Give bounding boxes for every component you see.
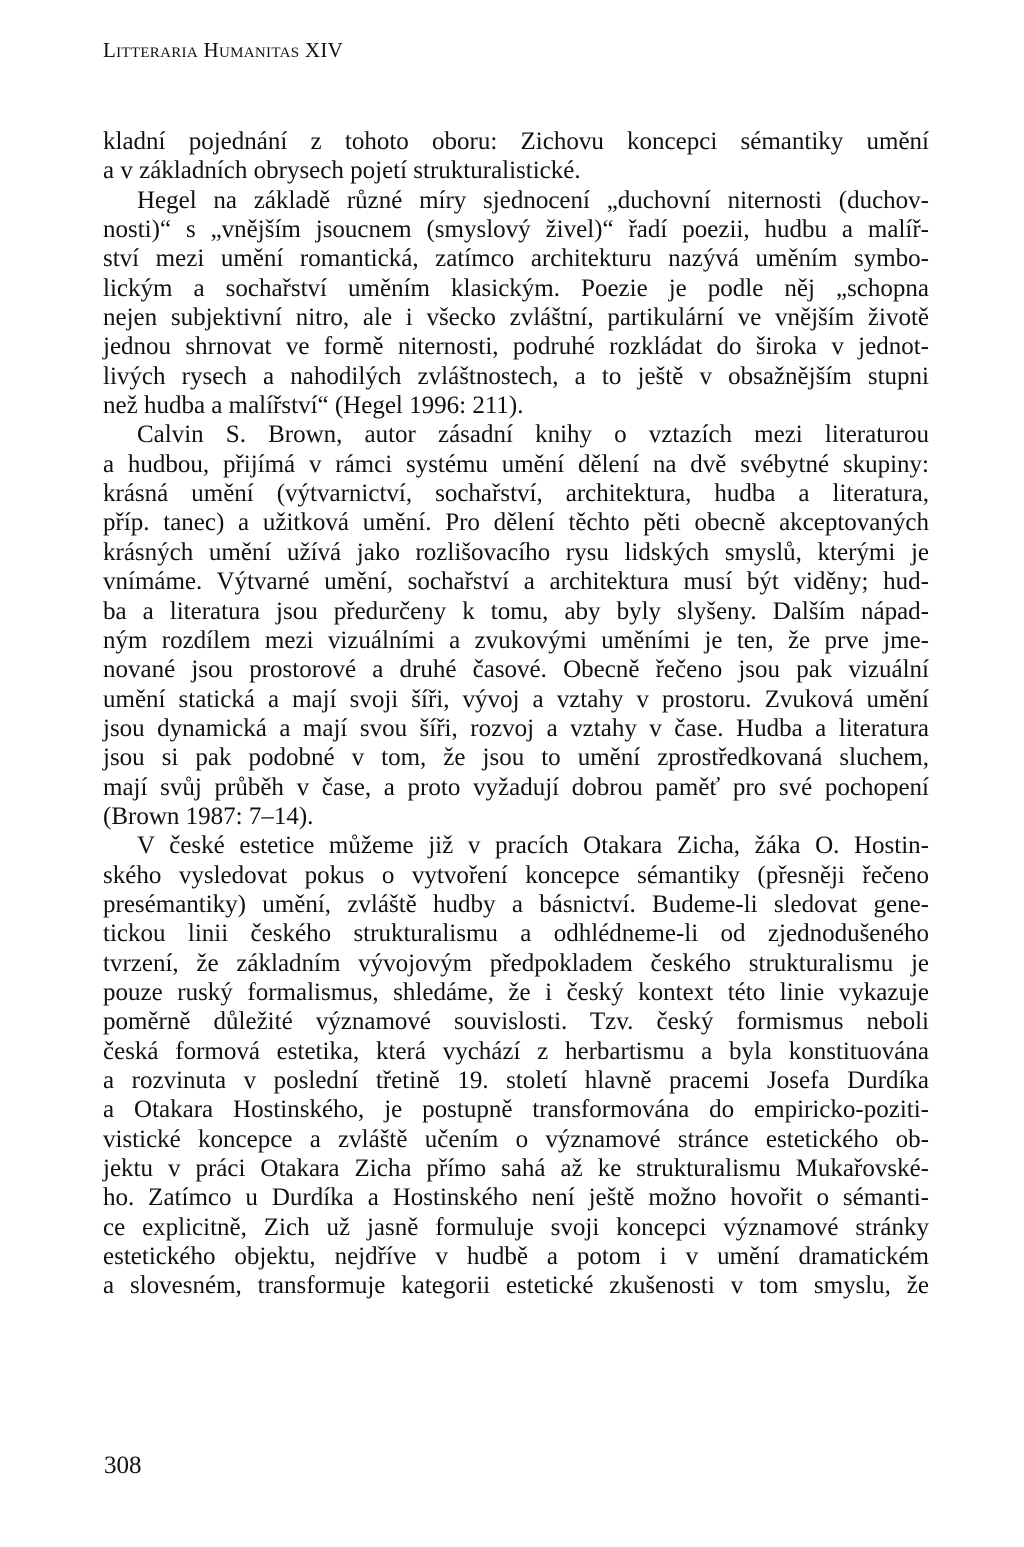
text-line: V české estetice můžeme již v pracích Otakara Zicha, žáka O. Hostin- (137, 832, 929, 860)
text-line: než hudba a malířství“ (Hegel 1996: 211). (103, 392, 524, 420)
text-line: poměrně důležité významové souvislosti. Tzv. český formismus neboli (103, 1008, 929, 1036)
text-line: příp. tanec) a užitková umění. Pro dělení těchto pěti obecně akceptovaných (103, 509, 929, 537)
text-line: nosti)“ s „vnějším jsoucnem (smyslový živel)“ řadí poezii, hudbu a malíř- (103, 216, 929, 244)
text-line: ce explicitně, Zich už jasně formuluje svoji koncepci významové stránky (103, 1213, 929, 1241)
text-line: nované jsou prostorové a druhé časové. Obecně řečeno jsou pak vizuální (103, 656, 929, 684)
text-line: umění statická a mají svoji šíři, vývoj a vztahy v prostoru. Zvuková umění (103, 685, 929, 713)
text-line: tvrzení, že základním vývojovým předpokladem českého strukturalismu je (103, 949, 929, 977)
text-line: a v základních obrysech pojetí strukturalistické. (103, 157, 581, 185)
text-line: krásných umění užívá jako rozlišovacího rysu lidských smyslů, kterými je (103, 538, 929, 566)
text-line: česká formová estetika, která vychází z herbartismu a byla konstituována (103, 1037, 929, 1065)
text-line: nejen subjektivní nitro, ale i všecko zvláštní, partikulární ve vnějším životě (103, 304, 929, 332)
text-line: jsou dynamická a mají svou šíři, rozvoj a vztahy v čase. Hudba a literatura (103, 714, 929, 742)
text-line: estetického objektu, nejdříve v hudbě a potom i v umění dramatickém (103, 1243, 929, 1271)
text-line: presémantiky) umění, zvláště hudby a básnictví. Budeme-li sledovat gene- (103, 890, 929, 918)
text-line: a Otakara Hostinského, je postupně transformována do empiricko-poziti- (103, 1096, 929, 1124)
text-line: Hegel na základě různé míry sjednocení „duchovní niternosti (duchov- (137, 186, 929, 214)
page-number: 308 (104, 1452, 142, 1479)
text-line: a rozvinuta v poslední třetině 19. století hlavně pracemi Josefa Durdíka (103, 1067, 929, 1094)
text-line: tickou linii českého strukturalismu a odhlédneme-li od zjednodušeného (103, 920, 929, 948)
text-line: lickým a sochařství uměním klasickým. Poezie je podle něj „schopna (103, 274, 929, 302)
body-text (103, 127, 929, 1301)
text-line: ství mezi umění romantická, zatímco architekturu nazývá uměním symbo- (103, 245, 929, 273)
text-line: ba a literatura jsou předurčeny k tomu, aby byly slyšeny. Dalším nápad- (103, 597, 929, 625)
text-line: ným rozdílem mezi vizuálními a zvukovými uměními je ten, že prve jme- (103, 626, 929, 654)
text-line: a hudbou, přijímá v rámci systému umění dělení na dvě svébytné skupiny: (103, 450, 929, 478)
text-line: ho. Zatímco u Durdíka a Hostinského není ještě možno hovořit o sémanti- (103, 1184, 929, 1212)
text-line: vistické koncepce a zvláště učením o významové stránce estetického ob- (103, 1125, 929, 1153)
text-line: mají svůj průběh v čase, a proto vyžadují dobrou paměť pro své pochopení (103, 773, 929, 801)
text-line: ského vysledovat pokus o vytvoření koncepce sémantiky (přesněji řečeno (103, 861, 929, 889)
text-line: pouze ruský formalismus, shledáme, že i český kontext této linie vykazuje (103, 978, 929, 1006)
text-line: (Brown 1987: 7–14). (103, 802, 314, 830)
text-line: jednou shrnovat ve formě niternosti, podruhé rozkládat do široka v jednot- (103, 333, 929, 361)
text-line: Calvin S. Brown, autor zásadní knihy o vztazích mezi literaturou (137, 421, 929, 449)
running-header: Litteraria Humanitas XIV (103, 38, 344, 62)
text-line: krásná umění (výtvarnictví, sochařství, architektura, hudba a literatura, (103, 480, 929, 508)
text-line: jsou si pak podobné v tom, že jsou to umění zprostředkovaná sluchem, (103, 744, 929, 772)
text-line: vnímáme. Výtvarné umění, sochařství a architektura musí být viděny; hud- (103, 568, 929, 596)
text-line: jektu v práci Otakara Zicha přímo sahá až ke strukturalismu Mukařovské- (103, 1155, 929, 1183)
text-line: kladní pojednání z tohoto oboru: Zichovu koncepci sémantiky umění (103, 128, 929, 155)
text-line: livých rysech a nahodilých zvláštnostech, a to ještě v obsažnějším stupni (103, 362, 929, 390)
text-line: a slovesném, transformuje kategorii estetické zkušenosti v tom smyslu, že (103, 1272, 929, 1300)
